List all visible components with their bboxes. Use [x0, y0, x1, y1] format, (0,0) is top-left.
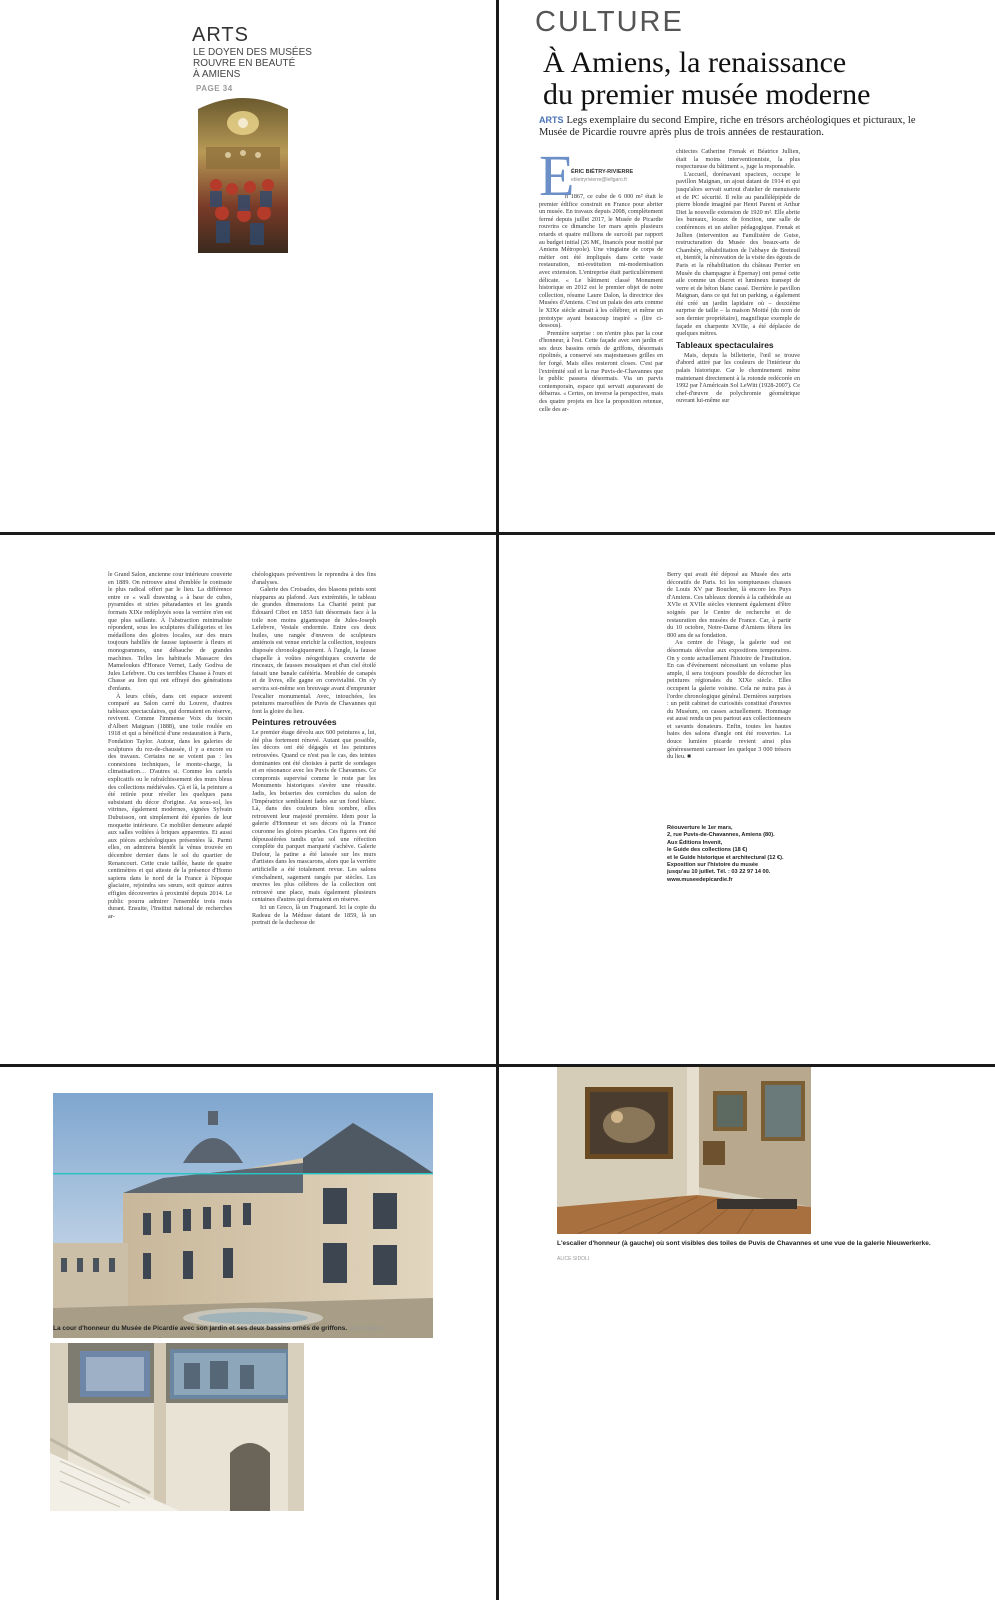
practical-info-box [667, 825, 797, 889]
info-line: le Guide des collections (18 €) [667, 847, 748, 854]
photo-credit: ALICE SIDOLI [557, 1256, 590, 1262]
article-opening-page [499, 0, 995, 532]
article-final-page [499, 535, 995, 1064]
article-column-3 [108, 571, 232, 1045]
religious-painting-image [198, 95, 288, 253]
photo-page-left [0, 1067, 496, 1600]
paragraph: Le premier étage dévolu aux 600 peintures a, lui, été plus fortement rénové. Autant que possible, les décors ont été dégagés et les peintures retrouvées. Quand ce n'est pas le cas, des teintes dominantes ont été choisies à partir de sondages et en résonance avec les Puvis de Chavannes. Ce compromis supervisé comme le reste par les Monuments historiques s'avère une réussite. Jadis, les boiseries des corniches du salon de l'Impératrice semblaient fades sur un fond blanc. Là, dans des couleurs bleu sombre, elles retrouvent leur majesté première. Idem pour la galerie d'Honneur et ses décors où la France couronne les gloires picardes. Ces figures ont été dépoussiérées tandis qu'au sol une réfection complète du parquet marqueté s'achève. Galerie Dufour, la patine a été laissée sur les murs d'artistes dans les mascarons, alors que la verrière artificielle a été totalement revue. Les salons s'enchaînent, sagement rangés par siècles. Les œuvres les plus célèbres de la collection ont retrouvé une place, mais également plusieurs centaines d'autres qui dormaient en réserve. [252, 729, 376, 904]
facade-caption [53, 1325, 453, 1332]
info-line: Réouverture le 1er mars, [667, 825, 733, 831]
paragraph: Ici un Greco, là un Fragonard. Ici la copie du Radeau de la Méduse datant de 1859, là un portrait de la duchesse de [252, 903, 376, 927]
staircase-photo [50, 1343, 304, 1511]
paragraph: Berry qui avait été déposé au Musée des arts décoratifs de Paris. Ici les somptueuses chasses de Louis XV par Boucher, là encore les Puys d'Amiens. Ces tableaux donnés à la cathédrale au XVIe et XVIIe siècles viennent également d'être soignés par le Centre de recherche et de restauration des musées de France. Car, à partir du 10 octobre, Notre-Dame d'Amiens fêtera les 800 ans de sa fondation. [667, 571, 791, 639]
gallery-photo [557, 1067, 811, 1234]
subhead: Peintures retrouvées [252, 717, 337, 728]
article-column-2 [676, 148, 800, 478]
paragraph: chéologiques préventives le reprendra à des fins d'analyses. [252, 571, 376, 586]
gallery-caption: L'escalier d'honneur (à gauche) où sont visibles des toiles de Puvis de Chavannes et une vue de la galerie Nieuwerkerke. [557, 1240, 931, 1247]
headline [543, 47, 983, 111]
paragraph: le Grand Salon, ancienne cour intérieure couverte en 1889. On retrouve ainsi d'emblée le contraste le plus radical offert par le lieu. La différence entre ce « wall drawning » à base de cubes, pyramides et stries pétaradantes et les grands formats XIXe redéployés sous la verrière n'en est que plus saillante. À l'abstraction minimaliste répondent, sous les sculptures d'allégories et les médaillons des gloires locales, sur des murs toujours habillés de fausse tapisserie à fleurs et monogrammes, une débauche de grandes machines. Telles les habituels Massacre des Mameloukes d'Horace Vernet, Lady Godiva de Jules Lefebvre. Ou ces terribles Chasse à l'ours et Chasse au lion qui ont effrayé des générations d'enfants. [108, 571, 232, 692]
paragraph: chitectes Catherine Frenak et Béatrice Jullien, était la moins interventionniste, la plus respectueuse du bâtiment », juge la responsable. [676, 148, 800, 171]
teaser-page [0, 0, 496, 532]
deck-text: Legs exemplaire du second Empire, riche en trésors archéologiques et picturaux, le Musée de Picardie rouvre après plus de trois années de restauration. [539, 115, 916, 138]
paragraph: Au centre de l'étage, la galerie sud est désormais dévolue aux expositions temporaires. On y conte actuellement l'histoire de l'institution. En cas d'événement nécessitant un volume plus ample, il sera toujours possible de décrocher les peintures régionales du XIXe siècle. Elles occupent la galerie voisine. Cela ne nuira pas à l'ordre chronologique général. Dernières surprises : un petit cabinet de curiosités constitué d'œuvres du Muséum, on casses actuellement. Hommage est aussi rendu un peu partout aux collectionneurs et savants donateurs. Enfin, toutes les hautes baies des salons d'angle ont été rouvertes. La douce lumière picarde revient ainsi plus généreusement caresser les quelque 3 000 trésors du lieu. ■ [667, 639, 791, 761]
info-line: et le Guide historique et architectural (12 €). [667, 854, 784, 861]
info-line: jusqu'au 10 juillet. Tél. : 03 22 97 14 00. [667, 869, 771, 876]
deck-tag: ARTS [539, 115, 564, 125]
photo-credit: ALICE SIDOLI [350, 1326, 383, 1332]
section-title: CULTURE [535, 6, 684, 38]
article-deck [539, 114, 939, 139]
article-column-1 [539, 193, 663, 483]
info-line: 2, rue Puvis-de-Chavannes, Amiens (80). [667, 832, 775, 839]
caption-text: La cour d'honneur du Musée de Picardie avec son jardin et ses deux bassins ornés de griffons. [53, 1325, 348, 1332]
teaser-page-ref[interactable]: PAGE 34 [196, 84, 233, 93]
info-line: Aux Éditions Invenit, [667, 839, 723, 846]
paragraph: Première surprise : on n'entre plus par la cour d'honneur, à l'est. Cette façade avec son jardin et ses deux bassins ornés de griffons, désormais ripolinés, a conservé ses majestueuses grilles en fer forgé. Mais elles resteront closes. C'est par l'extrémité sud et la rue Puvis-de-Chavannes que le public passera désormais. Via un parvis contemporain, espace qui servait auparavant de débarras. « Certes, on inverse la perspective, mais des quatre projets en lice la proposition retenue, celle des ar- [539, 329, 663, 413]
headline-line-2: du premier musée moderne [543, 78, 871, 111]
paragraph: L'accueil, dorénavant spacieux, occupe le pavillon Maignan, un ajout datant de 1914 et qui jusqu'alors servait surtout d'atelier de menuiserie et de PC sécurité. Il relie au parallélépipède de pierre blonde imaginé par Henri Parent et Arthur Diet la nouvelle extension de 1920 m². Elle abrite les bureaux, locaux de fonction, une salle de conférences et un atelier pédagogique. Frenak et Jullien (intervention au Familistère de Guise, restructuration du Musée des beaux-arts de Chambéry, réhabilitation de l'abbaye de Breteuil et, bientôt, la rénovation de la visite des égouts de Paris et la réhabilitation du château Perrier en Musée du champagne à Épernay) ont pensé cette aile comme un discret et lumineux transept de verre et de béton blanc cassé. Derrière le pavillon Maignan, dans ce qui fut un parking, a également été créé un jardin lapidaire où – deuxième surprise de taille – la maison Moitié (du nom de son dernier propriétaire), magnifique exemple de façade en charpente XVIIe, a été déplacée de quelques mètres. [676, 170, 800, 338]
museum-facade-photo [53, 1093, 433, 1338]
article-continuation-page [0, 535, 496, 1064]
museum-website-link[interactable]: www.museedepicardie.fr [667, 876, 733, 883]
byline: ÉRIC BIÉTRY-RIVIERRE [571, 169, 634, 175]
byline-email[interactable]: ebietryrivierre@lefigaro.fr [571, 177, 628, 183]
teaser-line: ROUVRE EN BEAUTÉ [193, 58, 296, 69]
photo-page-right [499, 1067, 995, 1600]
teaser-kicker: ARTS [192, 24, 249, 46]
paragraph: Mais, depuis la billetterie, l'œil se trouve d'abord attiré par les couleurs de l'intérieur du palais historique. Car le cheminement mène maintenant directement à la rotonde redécorée en 1992 par l'Américain Sol LeWitt (1928-2007). Ce chef-d'œuvre de polychromie géométrique ouvrant lui-même sur [676, 351, 800, 405]
headline-line-1: À Amiens, la renaissance [543, 46, 847, 79]
paragraph: À leurs côtés, dans cet espace souvent comparé au Salon carré du Louvre, d'autres tableaux spectaculaires, qui dormaient en réserve, revivent. Comme l'immense Voix du tocsin d'Albert Maignan (1888), une toile roulée en 1918 et qui a bénéficié d'une restauration à Paris, Fondation Taylor. Autour, dans les galeries de sculptures du rez-de-chaussée, il y a encore eu des travaux. Certains ne se voient pas : les connexions techniques, le monte-charge, la climatisation… D'autres si. Comme les cartels explicatifs ou le rafraîchissement des murs bleus des collections médiévales. Çà et là, la peinture a été retirée pour révéler les quelques pans subsistant du décor d'origine. Au sous-sol, les vitrines, également modernes, signées Sylvain Dubuisson, ont simplement été épurées de leur moquette intérieure. Ce mobilier demeure adapté aux salles voûtées à briques apparentes. Et aussi aux pièces archéologiques présentées là. Parmi elles, on admirera bientôt la vénus trouvée en décembre dernier dans le sol du quartier de Renancourt. Cette craie taillée, haute de quatre centimètres et qui atteste de la présence d'Homo sapiens dans le nord de la France à l'époque glaciaire, rejoindra ses sœurs, soit quinze autres effigies découvertes à proximité depuis 2014. Le public pourra admirer l'ensemble trois mois durant. Ensuite, l'Institut national de recherches ar- [108, 692, 232, 920]
subhead: Tableaux spectaculaires [676, 339, 774, 350]
info-line: Exposition sur l'histoire du musée [667, 862, 759, 869]
paragraph: n 1867, ce cube de 6 000 m² était le premier édifice construit en France pour abriter un musée. En travaux depuis 2008, complètement fermé depuis juillet 2017, le Musée de Picardie rouvrira ce dimanche 1er mars après plusieurs retards et quatre millions de surcoût par rapport au budget initial (26 M€, financés pour moitié par Amiens Métropole). Une vingtaine de corps de métier ont été impliqués dans cette vaste restauration, mi-restitution mi-modernisation avec extension. L'entreprise était particulièrement délicate. « Le bâtiment classé Monument historique en 2012 est le premier objet de notre collection, résume Laure Dalon, la directrice des Musées d'Amiens. C'est un palais des arts comme le XIXe siècle aimait à les célébrer, et même un prototype ayant beaucoup inspiré » (lire ci-dessous). [539, 193, 663, 330]
paragraph: Galerie des Croisades, des blasons peints sont réapparus au plafond. Aux extrémités, le tableau de grandes dimensions La Charité peint par Édouard Cibot en 1853 fait désormais face à la toile non moins gigantesque de Jules-Joseph Lefebvre, Vestale endormie. Entre ces deux huiles, une rangée d'œuvres de sculpteurs amiénois est venue enrichir la collection, toujours disposée chronologiquement. À l'angle, la fausse chapelle à voûtes néogothiques couverte de rinceaux, de fausses mosaïques et d'un ciel étoilé faisait une banale cafétéria. Meublée de canapés et de livres, elle gagne en convivialité. On s'y servira soi-même son breuvage avant d'emprunter l'escalier monumental. Avec, intouchées, les peintures marouflées de Puvis de Chavannes qui font la gloire du lieu. [252, 586, 376, 715]
article-column-4 [252, 571, 376, 1045]
drop-cap: E [539, 143, 575, 208]
teaser-line: À AMIENS [193, 69, 241, 80]
teaser-line: LE DOYEN DES MUSÉES [193, 47, 312, 58]
